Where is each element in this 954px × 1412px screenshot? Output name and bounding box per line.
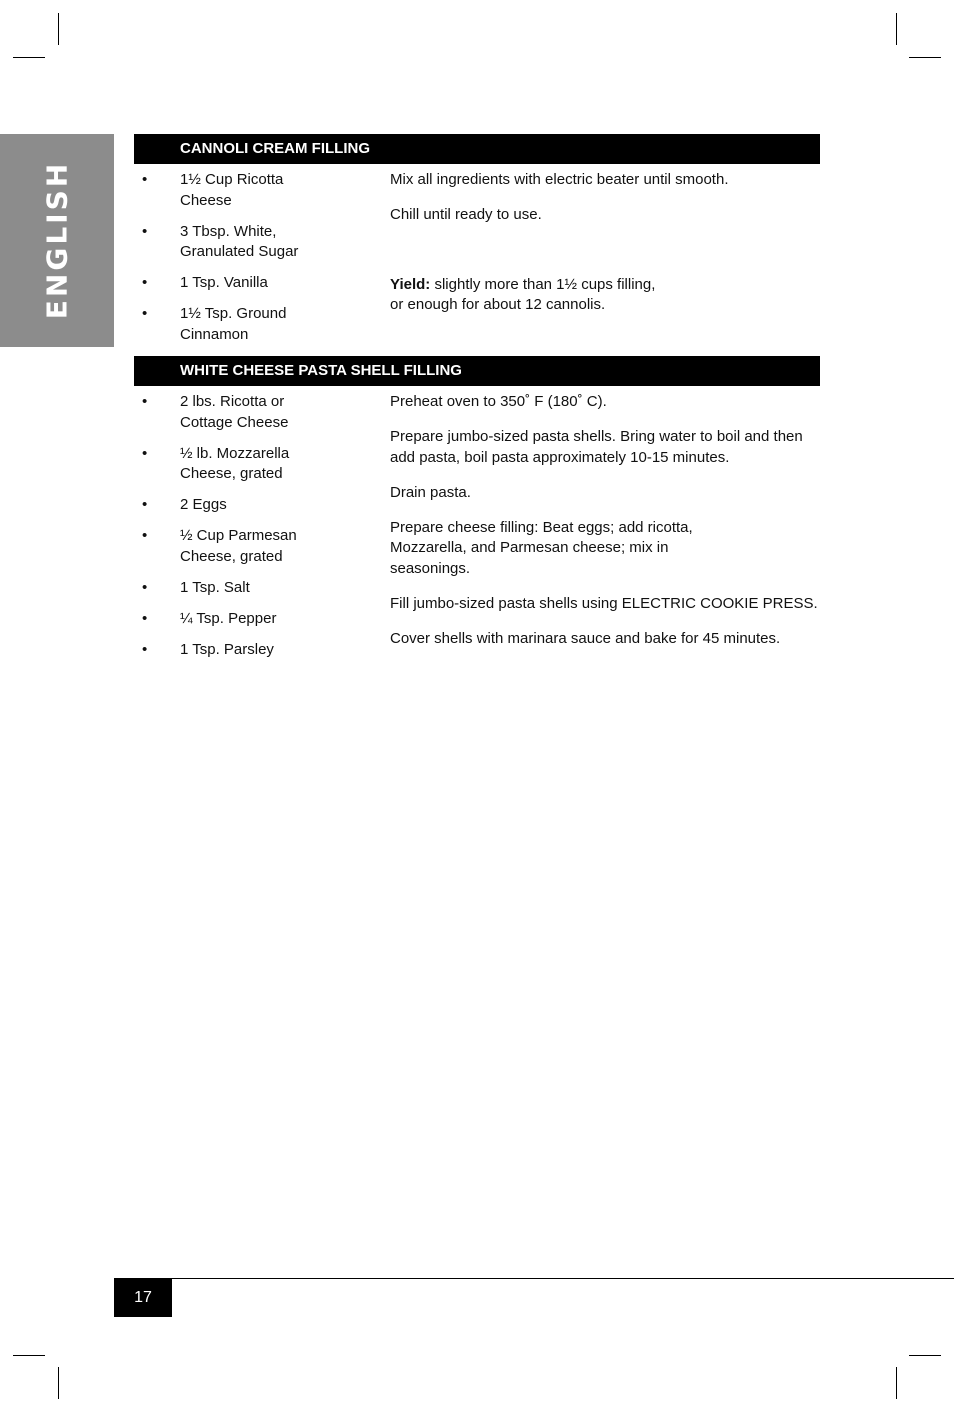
- instruction-step: Preheat oven to 350˚ F (180˚ C).: [390, 393, 607, 410]
- crop-mark: [58, 1367, 59, 1399]
- list-item: • 1 Tsp. Vanilla: [134, 273, 384, 294]
- list-item: • 2 lbs. Ricotta or Cottage Cheese: [142, 393, 289, 431]
- list-item: • 3 Tbsp. White, Granulated Sugar: [142, 222, 299, 260]
- yield-label: Yield:: [390, 275, 431, 293]
- crop-mark: [896, 13, 897, 45]
- list-item: • ¼ Tsp. Pepper: [134, 609, 384, 630]
- list-item: • ½ lb. Mozzarella Cheese, grated: [142, 444, 290, 482]
- list-item: • 2 Eggs: [134, 495, 384, 516]
- list-item: • 1½ Cup Ricotta Cheese: [142, 171, 284, 209]
- list-item: • 1½ Tsp. Ground Cinnamon: [142, 305, 287, 343]
- list-item: • 1 Tsp. Salt: [134, 578, 384, 599]
- list-item: • 1 Tsp. Parsley: [134, 640, 384, 661]
- pasta-ingredient-list: [134, 392, 384, 671]
- bullet-icon: •: [142, 171, 148, 188]
- crop-mark: [13, 1355, 45, 1356]
- bullet-icon: •: [142, 640, 148, 658]
- cannoli-section-title: CANNOLI CREAM FILLING: [134, 134, 820, 164]
- crop-mark: [909, 1355, 941, 1356]
- cannoli-ingredient-list: [134, 170, 384, 356]
- bullet-icon: •: [142, 305, 148, 322]
- instruction-step: Mix all ingredients with electric beater until smooth.: [390, 171, 729, 188]
- bullet-icon: •: [142, 496, 148, 513]
- yield-text-2: or enough for about 12 cannolis.: [390, 296, 606, 313]
- bullet-icon: •: [142, 393, 148, 410]
- pasta-section: [134, 356, 820, 658]
- pasta-section-title: WHITE CHEESE PASTA SHELL FILLING: [134, 356, 820, 386]
- yield-text: slightly more than 1½ cups filling,: [430, 275, 656, 293]
- page-number: 17: [114, 1278, 172, 1317]
- yield-note: [390, 275, 820, 316]
- instruction-step: Fill jumbo-sized pasta shells using ELECTRIC COOKIE PRESS.: [390, 594, 818, 612]
- crop-mark: [58, 13, 59, 45]
- pasta-instructions: [390, 392, 820, 664]
- instruction-step: Chill until ready to use.: [390, 206, 542, 223]
- instruction-step: Prepare cheese filling: Beat eggs; add ricotta, Mozzarella, and Parmesan cheese; mix in seasonings.: [390, 518, 693, 577]
- instruction-step: Cover shells with marinara sauce and bake for 45 minutes.: [390, 629, 781, 647]
- crop-mark: [909, 57, 941, 58]
- instruction-step: Drain pasta.: [390, 483, 471, 501]
- bullet-icon: •: [142, 527, 148, 544]
- crop-mark: [896, 1367, 897, 1399]
- bullet-icon: •: [142, 578, 148, 596]
- list-item: • ½ Cup Parmesan Cheese, grated: [142, 527, 297, 565]
- cannoli-instructions: [390, 170, 820, 330]
- bullet-icon: •: [142, 274, 148, 291]
- bullet-icon: •: [142, 222, 148, 240]
- bullet-icon: •: [142, 609, 148, 627]
- footer-divider: [114, 1278, 954, 1279]
- cannoli-section: [134, 134, 820, 343]
- language-tab-label: ENGLISH: [40, 160, 74, 320]
- language-tab: [0, 134, 114, 347]
- instruction-step: Prepare jumbo-sized pasta shells. Bring water to boil and then add pasta, boil pasta approximately 10-15 minutes.: [390, 428, 803, 466]
- crop-mark: [13, 57, 45, 58]
- bullet-icon: •: [142, 444, 148, 462]
